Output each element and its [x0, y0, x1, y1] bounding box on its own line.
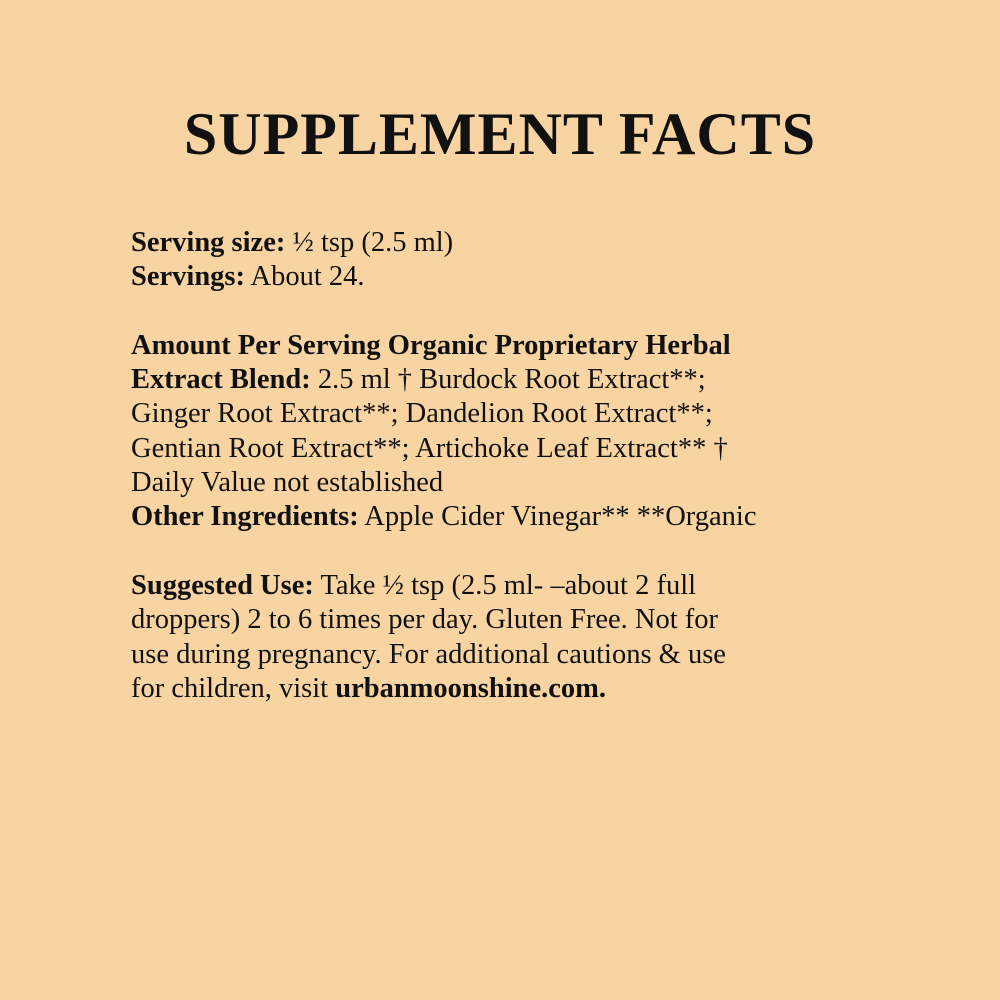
servings-label: Servings: [131, 261, 245, 293]
suggested-use-text: Take ½ tsp (2.5 ml- –about 2 full [313, 569, 697, 601]
serving-size-label: Serving size: [131, 227, 286, 258]
serving-size-value: ½ tsp (2.5 ml) [285, 227, 454, 258]
amount-line-2 [131, 363, 931, 397]
website-link: urbanmoonshine.com. [335, 672, 607, 704]
amount-line-1 [131, 329, 931, 363]
facts-content [131, 226, 931, 706]
extract-blend-value: 2.5 ml † Burdock Root Extract**; [310, 364, 706, 396]
serving-size-line [131, 226, 931, 260]
amount-line-5: Daily Value not established [131, 467, 444, 499]
suggested-use-label: Suggested Use: [131, 569, 314, 601]
amount-line-3: Ginger Root Extract**; Dandelion Root Extract**; [131, 398, 713, 430]
spacer [131, 295, 931, 329]
servings-line [131, 260, 931, 294]
other-ingredients-line [131, 500, 931, 534]
suggested-use-line-4 [131, 672, 931, 706]
suggested-use-text-end: for children, visit [131, 672, 336, 704]
page-title: SUPPLEMENT FACTS [183, 101, 817, 167]
servings-value: About 24. [245, 261, 365, 293]
other-ingredients-value: Apple Cider Vinegar** **Organic [358, 501, 757, 533]
extract-blend-label: Extract Blend: [131, 364, 311, 396]
amount-heading: Amount Per Serving Organic Proprietary Herbal [131, 329, 731, 361]
other-ingredients-label: Other Ingredients: [131, 501, 359, 533]
suggested-use-line-1 [131, 569, 931, 603]
spacer [131, 535, 931, 569]
amount-line-4: Gentian Root Extract**; Artichoke Leaf Extract** † [131, 432, 728, 464]
suggested-use-line-2: droppers) 2 to 6 times per day. Gluten Free. Not for [131, 604, 719, 636]
suggested-use-line-3: use during pregnancy. For additional cautions & use [131, 638, 726, 670]
